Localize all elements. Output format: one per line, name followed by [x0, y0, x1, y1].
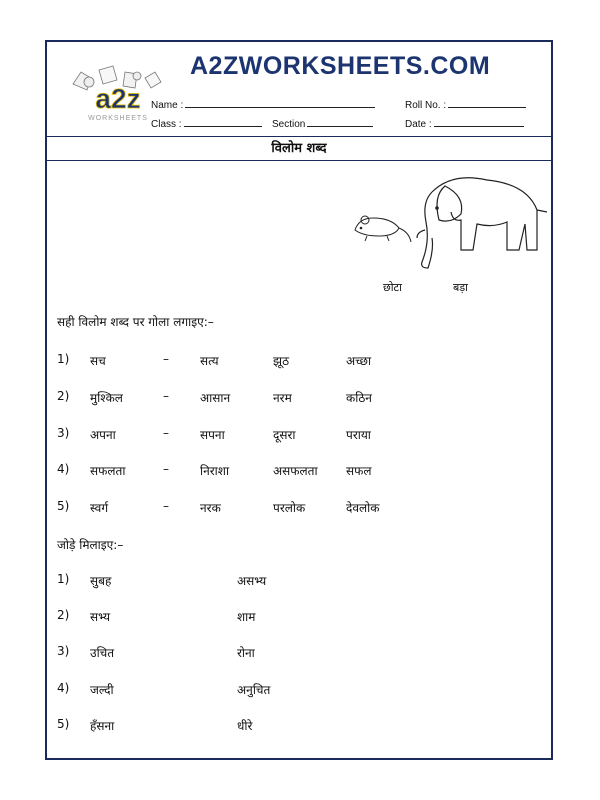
match-right-word[interactable]: धीरे	[237, 719, 253, 733]
class-line	[184, 117, 262, 127]
option-2[interactable]: झूठ	[273, 354, 290, 368]
class-label: Class :	[151, 119, 182, 130]
roll-label: Roll No. :	[405, 100, 447, 111]
option-3[interactable]: कठिन	[346, 391, 372, 405]
option-2[interactable]: असफलता	[273, 464, 318, 478]
worksheet-title: विलोम शब्द	[47, 138, 551, 161]
site-title: A2ZWORKSHEETS.COM	[190, 52, 491, 80]
roll-field	[405, 98, 526, 111]
question-number: 5)	[57, 499, 70, 513]
question-word: अपना	[90, 428, 116, 442]
name-line	[185, 98, 375, 108]
match-left-word[interactable]: उचित	[90, 646, 115, 660]
question-dash: –	[163, 352, 169, 366]
option-3[interactable]: अच्छा	[346, 354, 372, 368]
option-3[interactable]: देवलोक	[346, 501, 380, 515]
section2-instruction: जोड़े मिलाइए:–	[57, 538, 124, 552]
option-2[interactable]: नरम	[273, 391, 292, 405]
question-number: 3)	[57, 426, 70, 440]
option-1[interactable]: निराशा	[200, 464, 230, 478]
logo-text: a2z	[95, 83, 141, 114]
match-left-word[interactable]: जल्दी	[90, 683, 114, 697]
match-number: 1)	[57, 572, 70, 586]
match-number: 2)	[57, 608, 70, 622]
worksheet-page	[45, 40, 553, 760]
question-number: 1)	[57, 352, 70, 366]
option-1[interactable]: सपना	[200, 428, 225, 442]
small-label: छोटा	[383, 281, 402, 294]
mouse-drawing	[355, 216, 411, 242]
option-3[interactable]: सफल	[346, 464, 372, 478]
name-field	[151, 98, 375, 111]
mouse-elephant-illustration	[347, 172, 552, 277]
section-line	[307, 117, 373, 127]
match-number: 3)	[57, 644, 70, 658]
option-1[interactable]: नरक	[200, 501, 221, 515]
match-number: 5)	[57, 717, 70, 731]
date-field	[405, 117, 524, 130]
match-number: 4)	[57, 681, 70, 695]
question-word: स्वर्ग	[90, 501, 109, 515]
option-3[interactable]: पराया	[346, 428, 371, 442]
question-word: सच	[90, 354, 106, 368]
match-left-word[interactable]: सुबह	[90, 574, 112, 588]
roll-line	[448, 98, 526, 108]
big-label: बड़ा	[453, 281, 469, 294]
a2z-logo	[59, 62, 177, 124]
question-word: सफलता	[90, 464, 126, 478]
option-2[interactable]: परलोक	[273, 501, 306, 515]
name-label: Name :	[151, 100, 184, 111]
question-dash: –	[163, 389, 169, 403]
logo-subtext: WORKSHEETS	[88, 115, 148, 122]
option-2[interactable]: दूसरा	[273, 428, 296, 442]
match-right-word[interactable]: रोना	[237, 646, 255, 660]
question-number: 2)	[57, 389, 70, 403]
match-right-word[interactable]: असभ्य	[237, 574, 267, 588]
elephant-drawing	[417, 178, 547, 268]
option-1[interactable]: आसान	[200, 391, 231, 405]
match-left-word[interactable]: सभ्य	[90, 610, 111, 624]
option-1[interactable]: सत्य	[200, 354, 219, 368]
date-line	[434, 117, 524, 127]
match-left-word[interactable]: हँसना	[90, 719, 115, 733]
question-word: मुश्किल	[90, 391, 123, 405]
question-dash: –	[163, 426, 169, 440]
match-right-word[interactable]: शाम	[237, 610, 256, 624]
section-field	[272, 117, 373, 130]
class-field	[151, 117, 262, 130]
question-number: 4)	[57, 462, 70, 476]
match-right-word[interactable]: अनुचित	[237, 683, 271, 697]
date-label: Date :	[405, 119, 432, 130]
question-dash: –	[163, 499, 169, 513]
worksheet-header	[47, 42, 551, 137]
section1-instruction: सही विलोम शब्द पर गोला लगाइए:–	[57, 315, 214, 329]
section-label: Section	[272, 119, 306, 130]
question-dash: –	[163, 462, 169, 476]
